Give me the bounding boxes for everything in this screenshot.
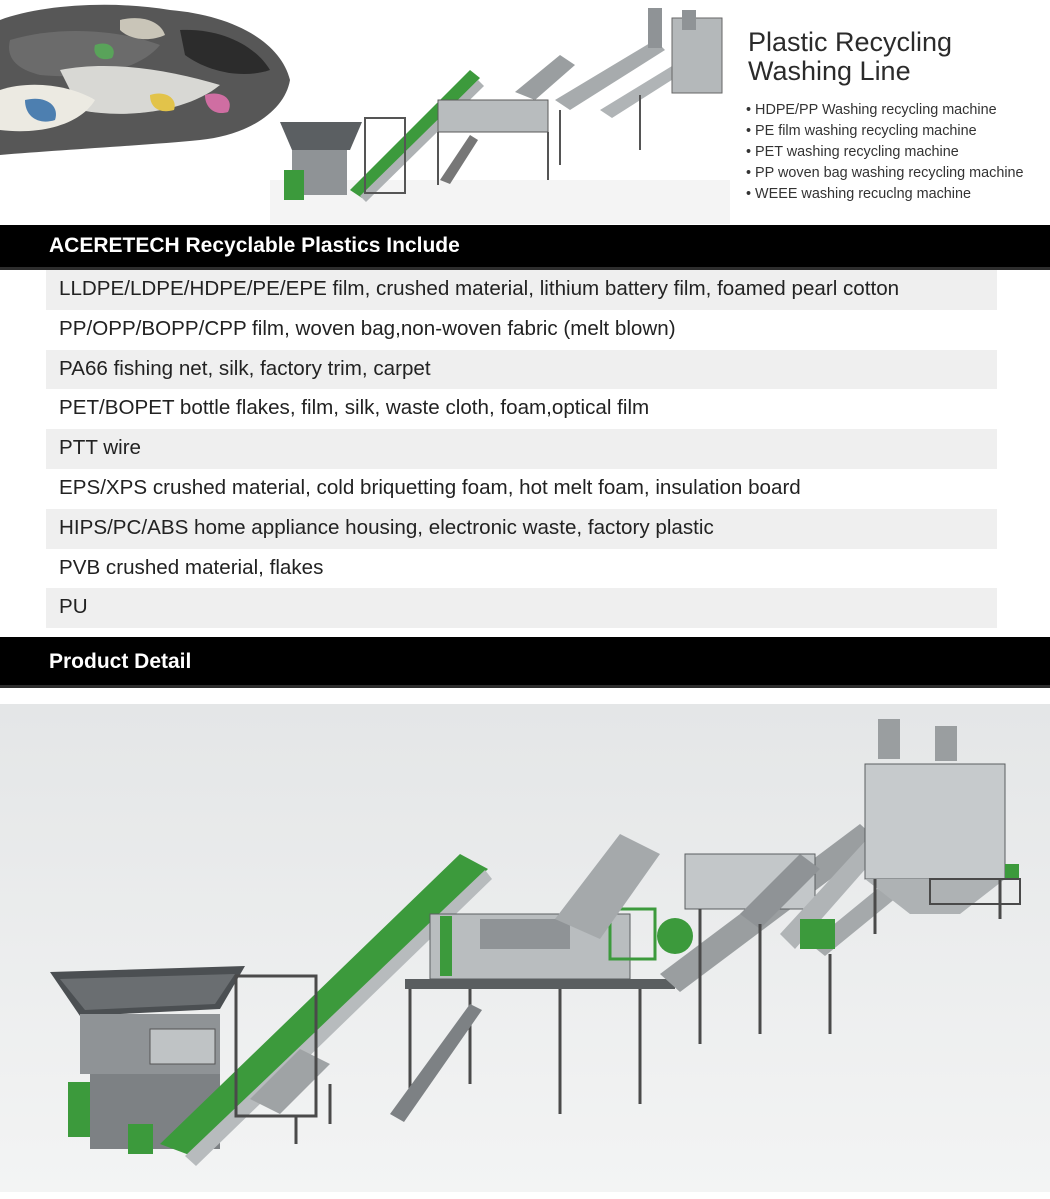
machine-list (746, 100, 1024, 205)
material-row: LLDPE/LDPE/HDPE/PE/EPE film, crushed material, lithium battery film, foamed pearl cotton (46, 270, 997, 310)
material-row: HIPS/PC/ABS home appliance housing, electronic waste, factory plastic (46, 509, 997, 549)
section-header-product-detail (0, 637, 1050, 688)
hero-title (748, 28, 1048, 86)
material-row: PU (46, 588, 997, 628)
machine-list-item: • HDPE/PP Washing recycling machine (746, 100, 1024, 121)
material-row: PA66 fishing net, silk, factory trim, carpet (46, 350, 997, 390)
material-row: PVB crushed material, flakes (46, 549, 997, 589)
materials-list (46, 270, 997, 628)
washing-line-miniature (270, 8, 730, 224)
plastic-waste-pile (0, 5, 290, 155)
hero-banner (0, 0, 1050, 224)
machine-list-item: • WEEE washing recuclng machine (746, 184, 1024, 205)
machine-list-item: • PE film washing recycling machine (746, 121, 1024, 142)
section-heading: ACERETECH Recyclable Plastics Include (49, 234, 460, 257)
machine-list-item: • PP woven bag washing recycling machine (746, 163, 1024, 184)
material-row: PET/BOPET bottle flakes, film, silk, waste cloth, foam,optical film (46, 389, 997, 429)
section-header-plastics (0, 225, 1050, 270)
section-heading: Product Detail (49, 650, 192, 673)
hero-illustration (0, 0, 740, 224)
machine-list-item: • PET washing recycling machine (746, 142, 1024, 163)
material-row: PTT wire (46, 429, 997, 469)
material-row: PP/OPP/BOPP/CPP film, woven bag,non-woven fabric (melt blown) (46, 310, 997, 350)
product-detail-image (0, 704, 1050, 1192)
hero-title-line2: Washing Line (748, 56, 911, 86)
hero-title-line1: Plastic Recycling (748, 27, 953, 57)
material-row: EPS/XPS crushed material, cold briquetting foam, hot melt foam, insulation board (46, 469, 997, 509)
